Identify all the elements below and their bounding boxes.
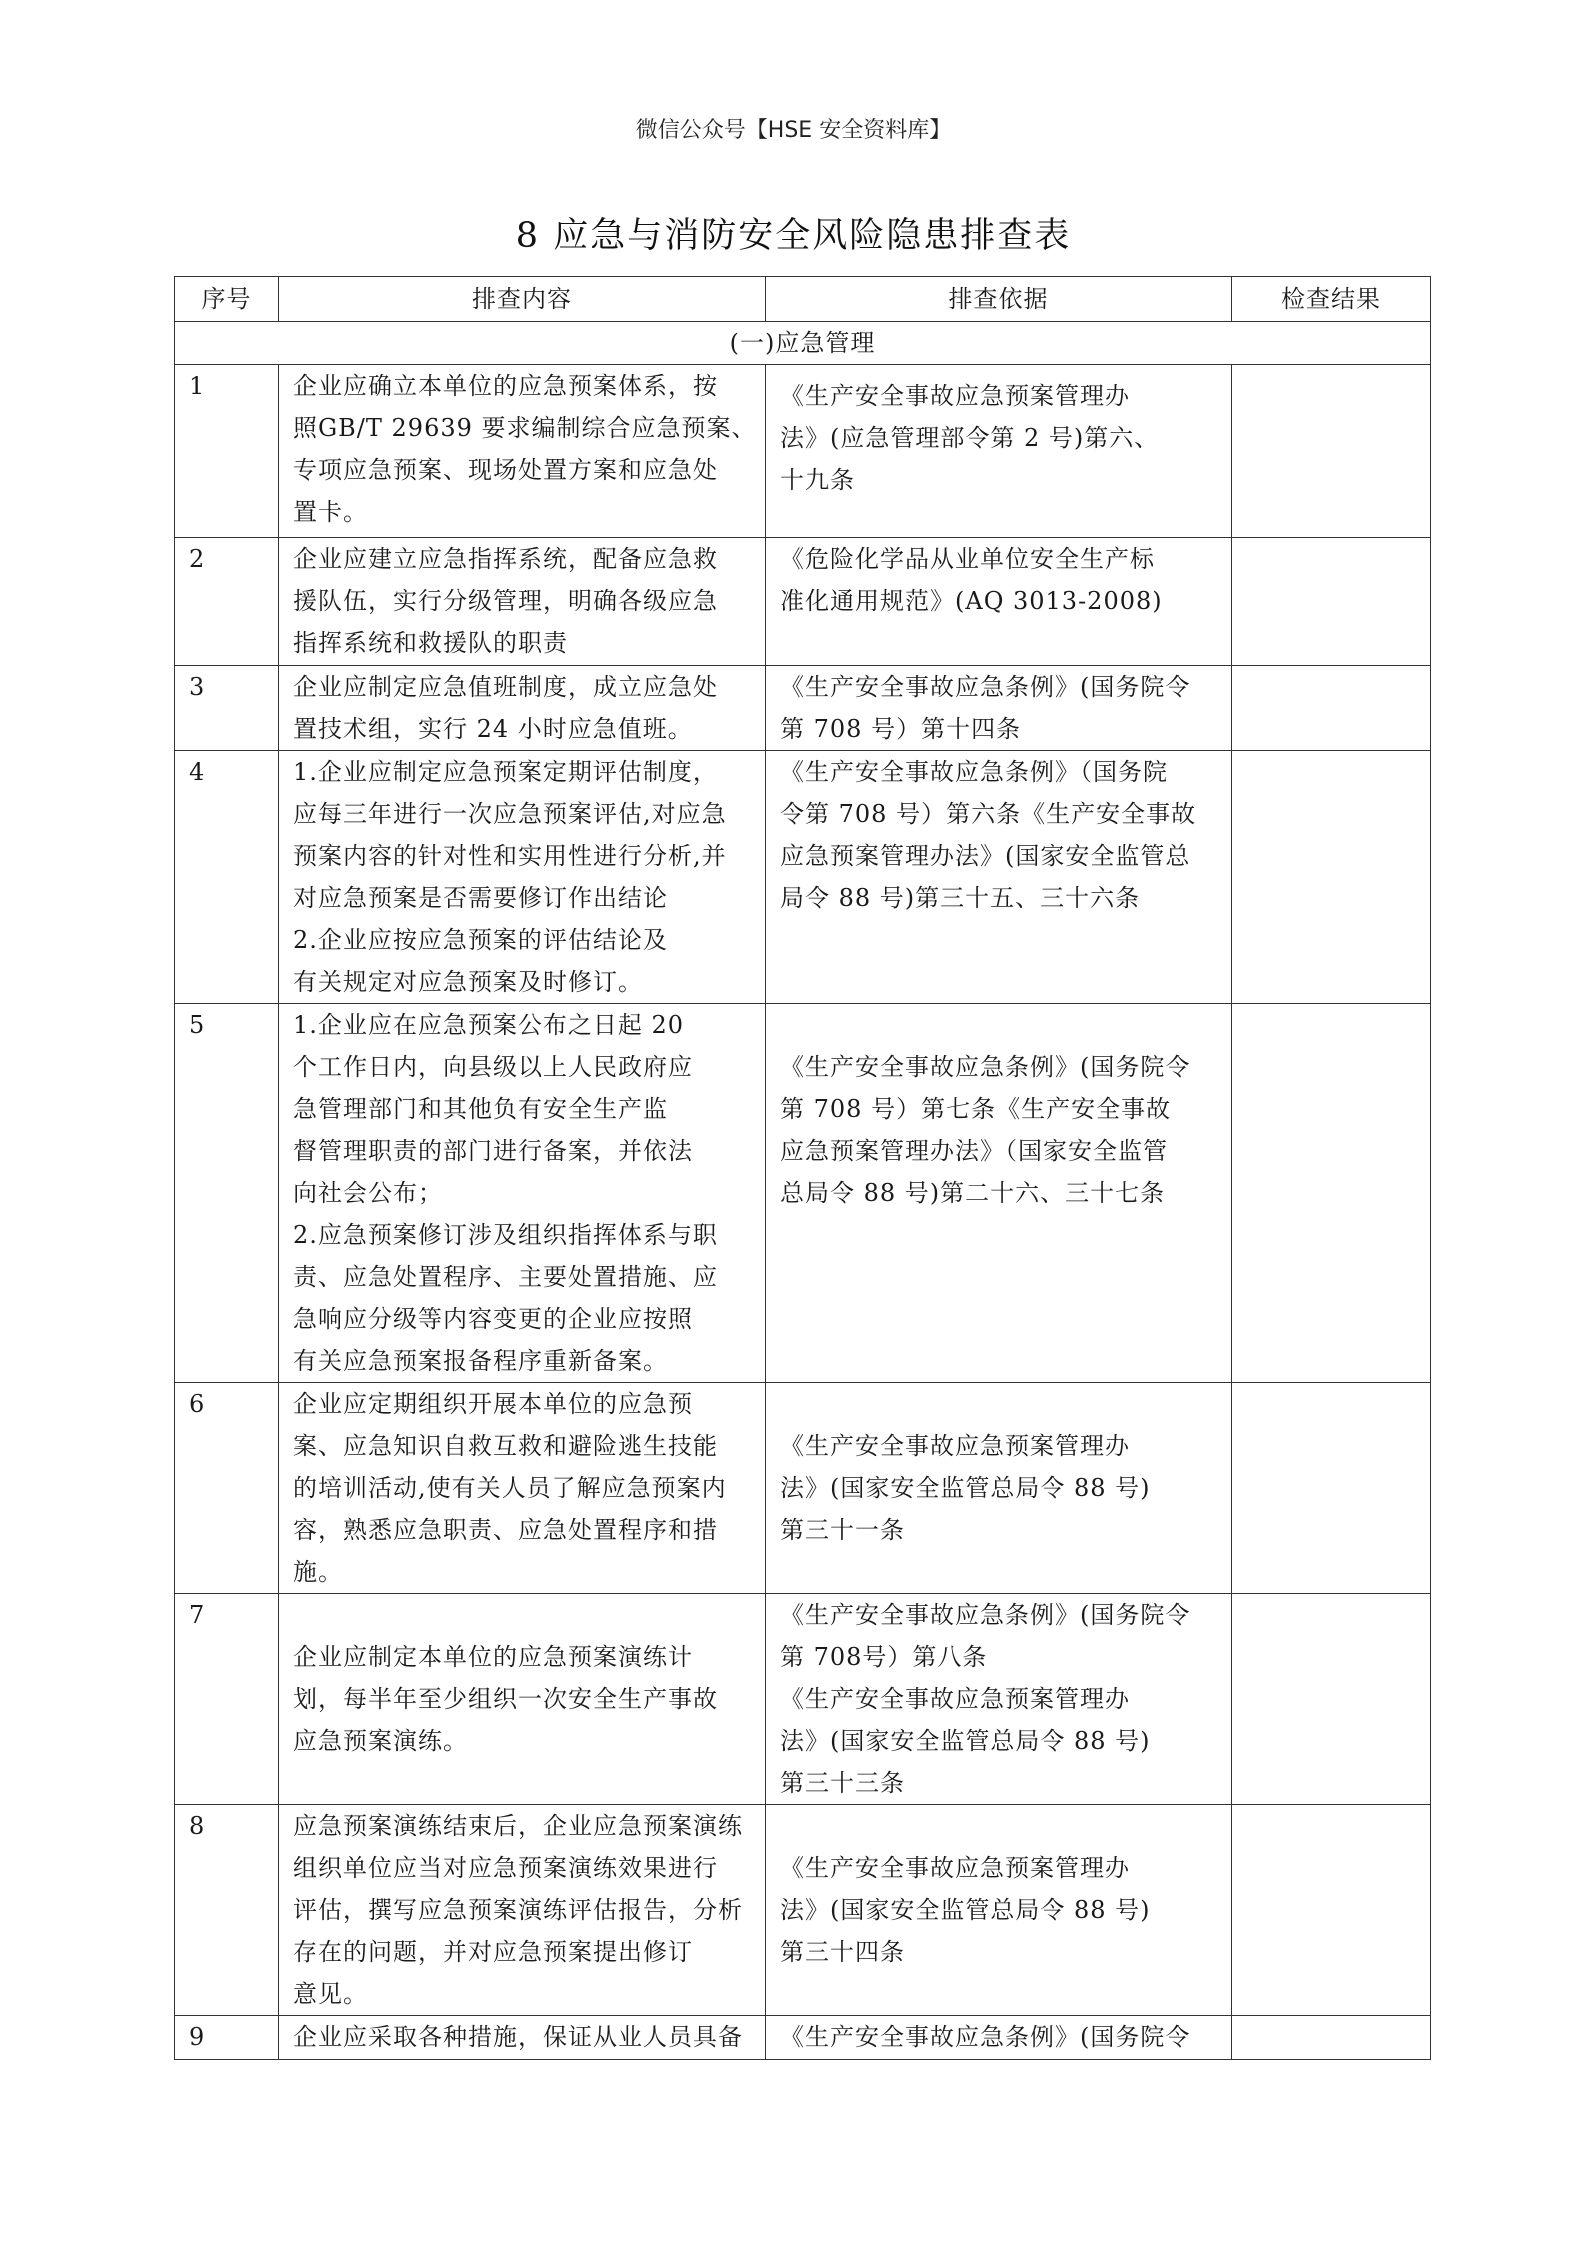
inspection-basis [766,1805,1232,2016]
inspection-basis [766,365,1232,538]
table-row [175,1004,1431,1383]
content-line: 2.应急预案修订涉及组织指挥体系与职 [293,1221,718,1249]
inspection-basis [766,2016,1232,2060]
header-content: 排查内容 [279,277,766,322]
check-result[interactable] [1232,365,1431,538]
content-line: 组织单位应当对应急预案演练效果进行 [293,1854,718,1882]
table-header-row [175,277,1431,322]
content-line: 援队伍，实行分级管理，明确各级应急 [293,587,718,615]
content-line: 1.企业应制定应急预案定期评估制度， [293,758,718,786]
check-result[interactable] [1232,538,1431,666]
header-no: 序号 [175,277,279,322]
basis-line: 法》(国家安全监管总局令 88 号) [780,1474,1151,1502]
content-line: 指挥系统和救援队的职责 [293,629,568,657]
inspection-content [279,1594,766,1805]
basis-line: 《生产安全事故应急预案管理办 [780,382,1130,410]
content-line: 急响应分级等内容变更的企业应按照 [293,1305,693,1333]
inspection-content [279,1805,766,2016]
basis-line: 《危险化学品从业单位安全生产标 [780,545,1155,573]
content-line: 存在的问题，并对应急预案提出修订 [293,1938,693,1966]
inspection-content [279,1004,766,1383]
inspection-content [279,365,766,538]
basis-line: 第 708 号）第十四条 [780,715,1022,743]
table-row [175,751,1431,1004]
row-number: 1 [175,365,279,538]
inspection-content [279,2016,766,2060]
basis-line: 准化通用规范》(AQ 3013-2008) [780,587,1163,615]
header-note: 微信公众号【HSE 安全资料库】 [635,118,952,143]
table-row [175,538,1431,666]
check-result[interactable] [1232,1594,1431,1805]
basis-line: 《生产安全事故应急条例》(国务院令 [780,673,1191,701]
basis-line: 法》(国家安全监管总局令 88 号) [780,1727,1151,1755]
basis-line: 应急预案管理办法》(国家安全监管总 [780,842,1191,870]
basis-line: 第三十一条 [780,1516,905,1544]
content-line: 责、应急处置程序、主要处置措施、应 [293,1263,718,1291]
inspection-basis [766,1383,1232,1594]
inspection-table [174,276,1431,2060]
content-line: 督管理职责的部门进行备案，并依法 [293,1137,693,1165]
content-line: 照GB/T 29639 要求编制综合应急预案、 [293,414,757,442]
content-line: 应急预案演练。 [293,1727,468,1755]
content-line: 急管理部门和其他负有安全生产监 [293,1095,668,1123]
basis-line: 十九条 [780,466,855,494]
basis-line: 局令 88 号)第三十五、三十六条 [780,884,1141,912]
content-line: 企业应定期组织开展本单位的应急预 [293,1390,693,1418]
check-result[interactable] [1232,1383,1431,1594]
table-row [175,1383,1431,1594]
content-line: 应每三年进行一次应急预案评估,对应急 [293,800,727,828]
inspection-basis [766,1594,1232,1805]
content-line: 企业应建立应急指挥系统，配备应急救 [293,545,718,573]
content-line: 案、应急知识自救互救和避险逃生技能 [293,1432,718,1460]
content-line: 个工作日内，向县级以上人民政府应 [293,1053,693,1081]
inspection-basis [766,538,1232,666]
basis-line: 第三十三条 [780,1769,905,1797]
inspection-content [279,538,766,666]
content-line: 置卡。 [293,498,368,526]
content-line: 有关规定对应急预案及时修订。 [293,968,643,996]
section-row [175,322,1431,365]
check-result[interactable] [1232,1004,1431,1383]
row-number: 2 [175,538,279,666]
table-row [175,1805,1431,2016]
basis-line: 《生产安全事故应急条例》(国务院令 [780,1601,1191,1629]
row-number: 6 [175,1383,279,1594]
row-number: 8 [175,1805,279,2016]
basis-line: 应急预案管理办法》（国家安全监管 [780,1137,1168,1165]
table-row [175,365,1431,538]
content-line: 施。 [293,1558,343,1586]
check-result[interactable] [1232,1805,1431,2016]
content-line: 向社会公布； [293,1179,443,1207]
document-title: 8 应急与消防安全风险隐患排查表 [515,216,1072,256]
row-number: 9 [175,2016,279,2060]
row-number: 3 [175,666,279,751]
basis-line: 第 708 号）第七条《生产安全事故 [780,1095,1172,1123]
row-number: 7 [175,1594,279,1805]
inspection-basis [766,666,1232,751]
basis-line: 《生产安全事故应急条例》（国务院 [780,758,1168,786]
table-row [175,1594,1431,1805]
content-line: 企业应采取各种措施，保证从业人员具备 [293,2023,743,2051]
table-row [175,2016,1431,2060]
check-result[interactable] [1232,751,1431,1004]
basis-line: 《生产安全事故应急预案管理办 [780,1432,1130,1460]
basis-line: 第 708号）第八条 [780,1643,988,1671]
table-row [175,666,1431,751]
inspection-basis [766,1004,1232,1383]
content-line: 意见。 [293,1980,368,2008]
content-line: 应急预案演练结束后，企业应急预案演练 [293,1812,743,1840]
row-number: 5 [175,1004,279,1383]
basis-line: 法》(国家安全监管总局令 88 号) [780,1896,1151,1924]
content-line: 有关应急预案报备程序重新备案。 [293,1347,668,1375]
row-number: 4 [175,751,279,1004]
content-line: 评估，撰写应急预案演练评估报告，分析 [293,1896,743,1924]
check-result[interactable] [1232,666,1431,751]
content-line: 1.企业应在应急预案公布之日起 20 [293,1011,685,1039]
content-line: 预案内容的针对性和实用性进行分析,并 [293,842,727,870]
basis-line: 《生产安全事故应急条例》(国务院令 [780,2023,1191,2051]
content-line: 置技术组，实行 24 小时应急值班。 [293,715,693,743]
inspection-content [279,1383,766,1594]
content-line: 企业应制定应急值班制度，成立应急处 [293,673,718,701]
content-line: 专项应急预案、现场处置方案和应急处 [293,456,718,484]
basis-line: 《生产安全事故应急预案管理办 [780,1685,1130,1713]
basis-line: 令第 708 号）第六条《生产安全事故 [780,800,1197,828]
basis-line: 第三十四条 [780,1938,905,1966]
check-result[interactable] [1232,2016,1431,2060]
section-title: (一)应急管理 [175,322,1431,365]
content-line: 2.企业应按应急预案的评估结论及 [293,926,668,954]
content-line: 企业应确立本单位的应急预案体系，按 [293,372,718,400]
basis-line: 总局令 88 号)第二十六、三十七条 [780,1179,1166,1207]
content-line: 的培训活动,使有关人员了解应急预案内 [293,1474,727,1502]
content-line: 划，每半年至少组织一次安全生产事故 [293,1685,718,1713]
header-result: 检查结果 [1232,277,1431,322]
content-line: 对应急预案是否需要修订作出结论 [293,884,668,912]
inspection-basis [766,751,1232,1004]
content-line: 企业应制定本单位的应急预案演练计 [293,1643,693,1671]
content-line: 容，熟悉应急职责、应急处置程序和措 [293,1516,718,1544]
header-basis: 排查依据 [766,277,1232,322]
basis-line: 法》(应急管理部令第 2 号)第六、 [780,424,1160,452]
basis-line: 《生产安全事故应急条例》(国务院令 [780,1053,1191,1081]
inspection-content [279,751,766,1004]
basis-line: 《生产安全事故应急预案管理办 [780,1854,1130,1882]
inspection-content [279,666,766,751]
